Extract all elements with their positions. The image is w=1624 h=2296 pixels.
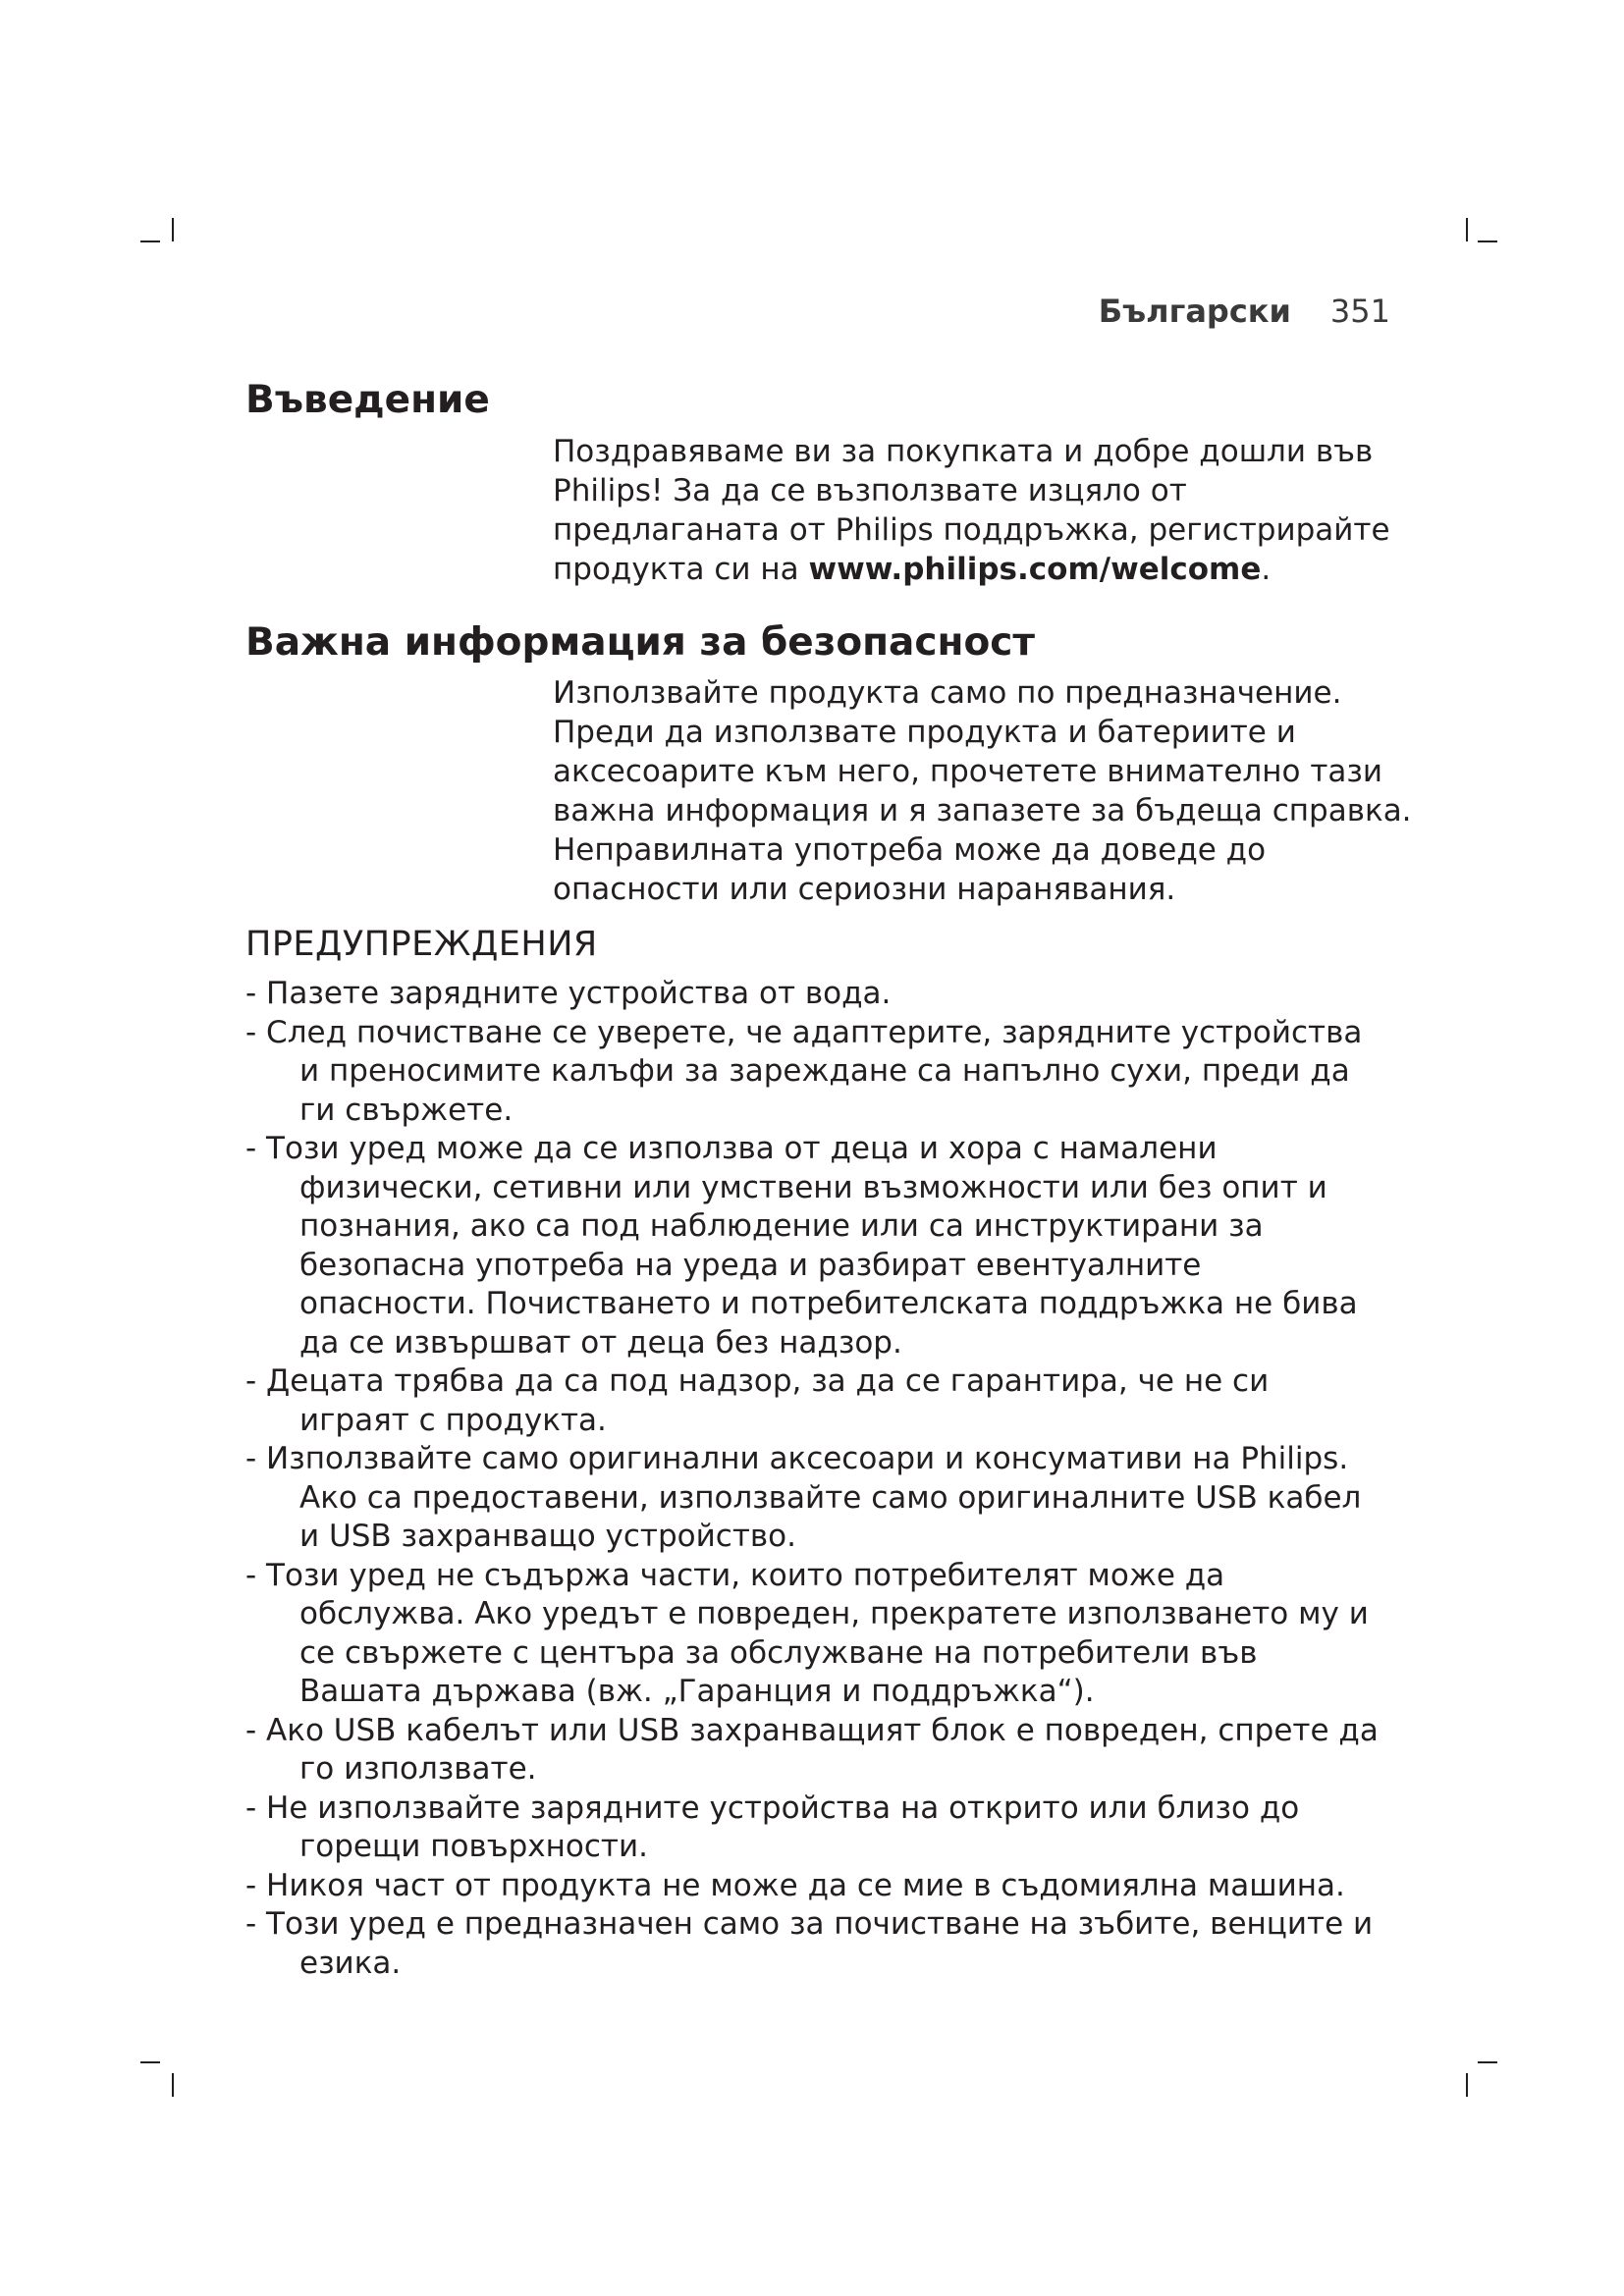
crop-mark-top-left-v [172, 218, 174, 241]
warning-item: - Този уред не съдържа части, които потребителят може да обслужва. Ако уредът е повреден, прекратете използването му и се свържете с центъра за обслужване на потребители във Вашата държава (вж. „Гаранция и поддръжка“). [245, 1557, 1384, 1712]
warning-item: - Този уред може да се използва от деца и хора с намалени физически, сетивни или умствени възможности или без опит и познания, ако са под наблюдение или са инструктирани за безопасна употреба на уреда и разбират евентуалните опасности. Почистването и потребителската поддръжка не бива да се извършват от деца без надзор. [245, 1130, 1384, 1362]
warning-item: - Децата трябва да са под надзор, за да се гарантира, че не си играят с продукта. [245, 1362, 1384, 1440]
page-number: 351 [1329, 293, 1390, 330]
warning-item: - След почистване се уверете, че адаптерите, зарядните устройства и преносимите калъфи за зареждане са напълно сухи, преди да ги свържете. [245, 1014, 1384, 1131]
intro-paragraph [553, 432, 1417, 589]
warnings-list [245, 975, 1384, 1983]
crop-mark-top-right-v [1466, 218, 1468, 241]
intro-title: Въведение [245, 378, 490, 422]
intro-text: Поздравяваме ви за покупката и добре дошли във Philips! За да се възползвате изцяло от предлаганата от Philips поддръжка, регистрирайте продукта си на [553, 434, 1390, 587]
crop-mark-bottom-left-v [172, 2073, 174, 2097]
running-header [1099, 293, 1390, 330]
intro-end: . [1261, 552, 1272, 587]
warning-item: - Пазете зарядните устройства от вода. [245, 975, 1384, 1014]
crop-mark-top-right-h [1478, 240, 1497, 242]
safety-title: Важна информация за безопасност [245, 620, 1035, 665]
warning-item: - Не използвайте зарядните устройства на открито или близо до горещи повърхности. [245, 1789, 1384, 1867]
welcome-link[interactable]: www.philips.com/welcome [808, 552, 1262, 587]
crop-mark-top-left-h [140, 240, 160, 242]
warnings-title: ПРЕДУПРЕЖДЕНИЯ [245, 925, 598, 964]
crop-mark-bottom-left-h [140, 2061, 160, 2063]
crop-mark-bottom-right-v [1466, 2073, 1468, 2097]
header-language: Български [1098, 293, 1291, 330]
warning-item: - Никоя част от продукта не може да се мие в съдомиялна машина. [245, 1867, 1384, 1906]
safety-paragraph: Използвайте продукта само по предназначение. Преди да използвате продукта и батериите и аксесоарите към него, прочетете внимателно тази важна информация и я запазете за бъдеща справка. Неправилната употреба може да доведе до опасности или сериозни наранявания. [553, 675, 1412, 907]
warning-item: - Използвайте само оригинални аксесоари и консумативи на Philips. Ако са предоставени, използвайте само оригиналните USB кабел и USB захранващо устройство. [245, 1440, 1384, 1557]
crop-mark-bottom-right-h [1478, 2061, 1497, 2063]
warning-item: - Ако USB кабелът или USB захранващият блок е повреден, спрете да го използвате. [245, 1712, 1384, 1789]
warning-item: - Този уред е предназначен само за почистване на зъбите, венците и езика. [245, 1905, 1384, 1983]
